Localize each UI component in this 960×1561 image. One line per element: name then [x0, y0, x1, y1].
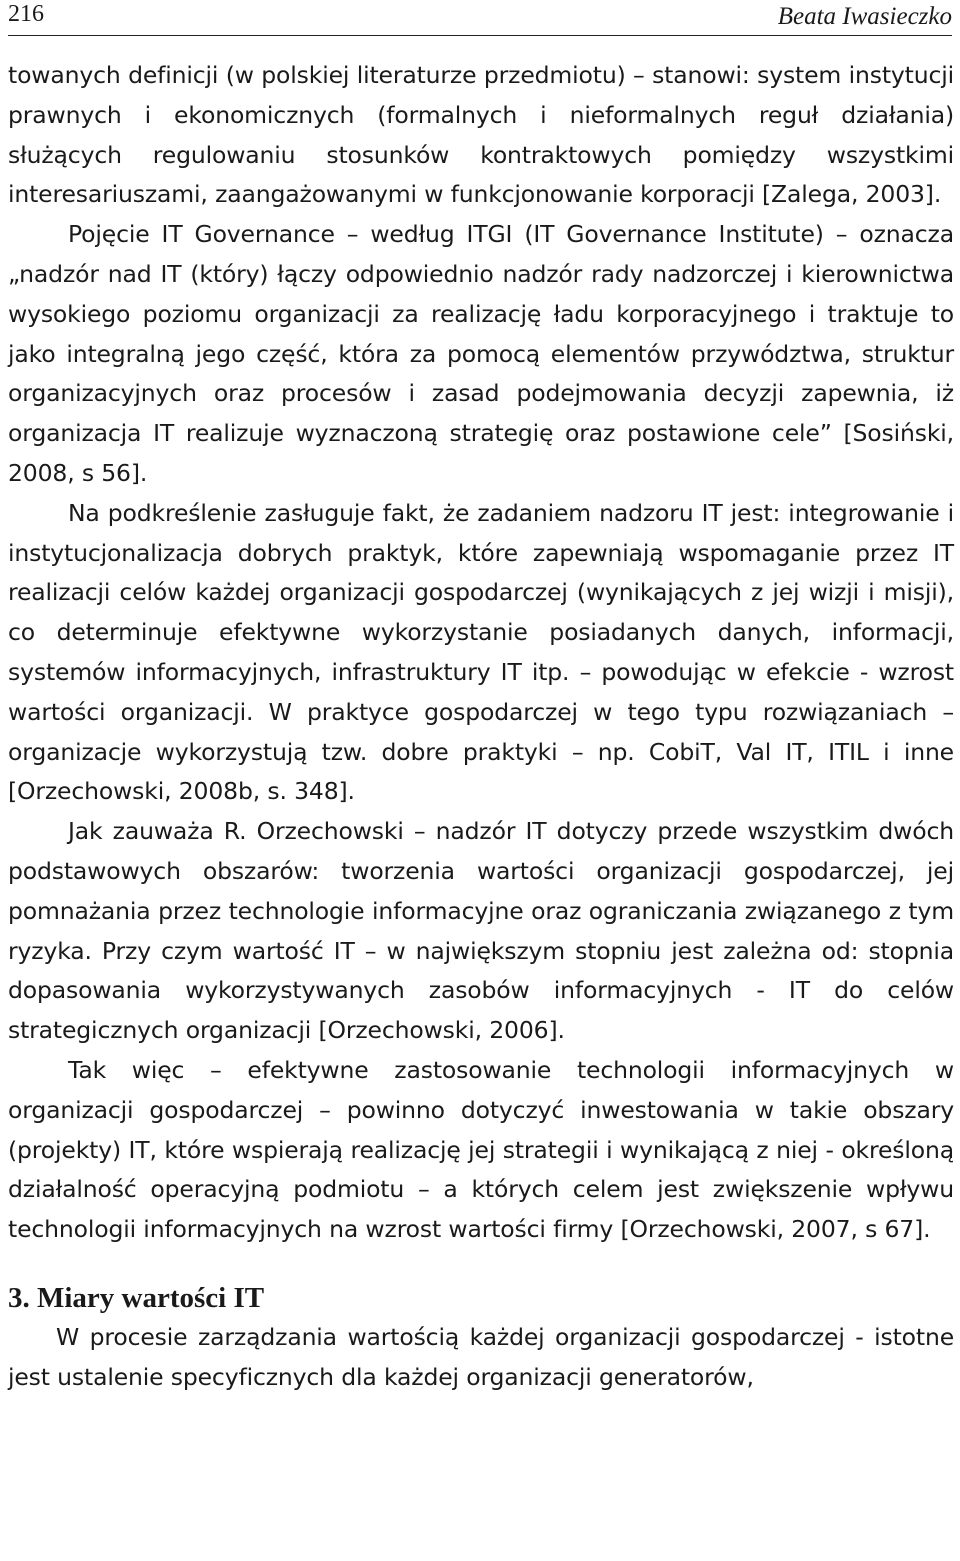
- section-spacer: [8, 1250, 954, 1278]
- page-header: [8, 0, 952, 36]
- paragraph: Jak zauważa R. Orzechowski – nadzór IT dotyczy przede wszystkim dwóch podstawowych obszarów: tworzenia wartości organizacji gospodarczej, jej pomnażania przez technologie informacyjne oraz ograniczania związanego z tym ryzyka. Przy czym wartość IT – w największym stopniu jest zależna od: stopnia dopasowania wykorzystywanych zasobów informacyjnych - IT do celów strategicznych organizacji [Orzechowski, 2006].: [8, 817, 954, 1045]
- page-body: [8, 56, 954, 1398]
- paragraph: Pojęcie IT Governance – według ITGI (IT Governance Institute) – oznacza „nadzór nad IT (który) łączy odpowiednio nadzór rady nadzorczej i kierownictwa wysokiego poziomu organizacji za realizację ładu korporacyjnego i traktuje to jako integralną jego część, która za pomocą elementów przywództwa, struktur organizacyjnych oraz procesów i zasad podejmowania decyzji zapewnia, iż organizacja IT realizuje wyznaczoną strategię oraz postawione cele” [Sosiński, 2008, s 56].: [8, 220, 954, 487]
- paragraph-continued: towanych definicji (w polskiej literaturze przedmiotu) – stanowi: system instytucji prawnych i ekonomicznych (formalnych i nieformalnych reguł działania) służących regulowaniu stosunków kontraktowych pomiędzy wszystkimi interesariuszami, zaangażowanymi w funkcjonowanie korporacji [Zalega, 2003].: [8, 61, 954, 209]
- section-paragraph: W procesie zarządzania wartością każdej organizacji gospodarczej - istotne jest ustalenie specyficznych dla każdej organizacji generatorów,: [8, 1322, 954, 1391]
- paragraph: Na podkreślenie zasługuje fakt, że zadaniem nadzoru IT jest: integrowanie i instytucjonalizacja dobrych praktyk, które zapewniają wspomaganie przez IT realizacji celów każdej organizacji gospodarczej (wynikających z jej wizji i misji), co determinuje efektywne wykorzystanie posiadanych danych, informacji, systemów informacyjnych, infrastruktury IT itp. – powodując w efekcie - wzrost wartości organizacji. W praktyce gospodarczej w tego typu rozwiązaniach – organizacje wykorzystują tzw. dobre praktyki – np. CobiT, Val IT, ITIL i inne [Orzechowski, 2008b, s. 348].: [8, 498, 954, 806]
- running-head: Beata Iwasieczko: [777, 3, 952, 30]
- section-heading: 3. Miary wartości IT: [8, 1281, 265, 1314]
- page-number: 216: [8, 1, 44, 27]
- paragraph: Tak więc – efektywne zastosowanie technologii informacyjnych w organizacji gospodarczej – powinno dotyczyć inwestowania w takie obszary (projekty) IT, które wspierają realizację jej strategii i wynikającą z niej - określoną działalność operacyjną podmiotu – a których celem jest zwiększenie wpływu technologii informacyjnych na wzrost wartości firmy [Orzechowski, 2007, s 67].: [8, 1055, 954, 1244]
